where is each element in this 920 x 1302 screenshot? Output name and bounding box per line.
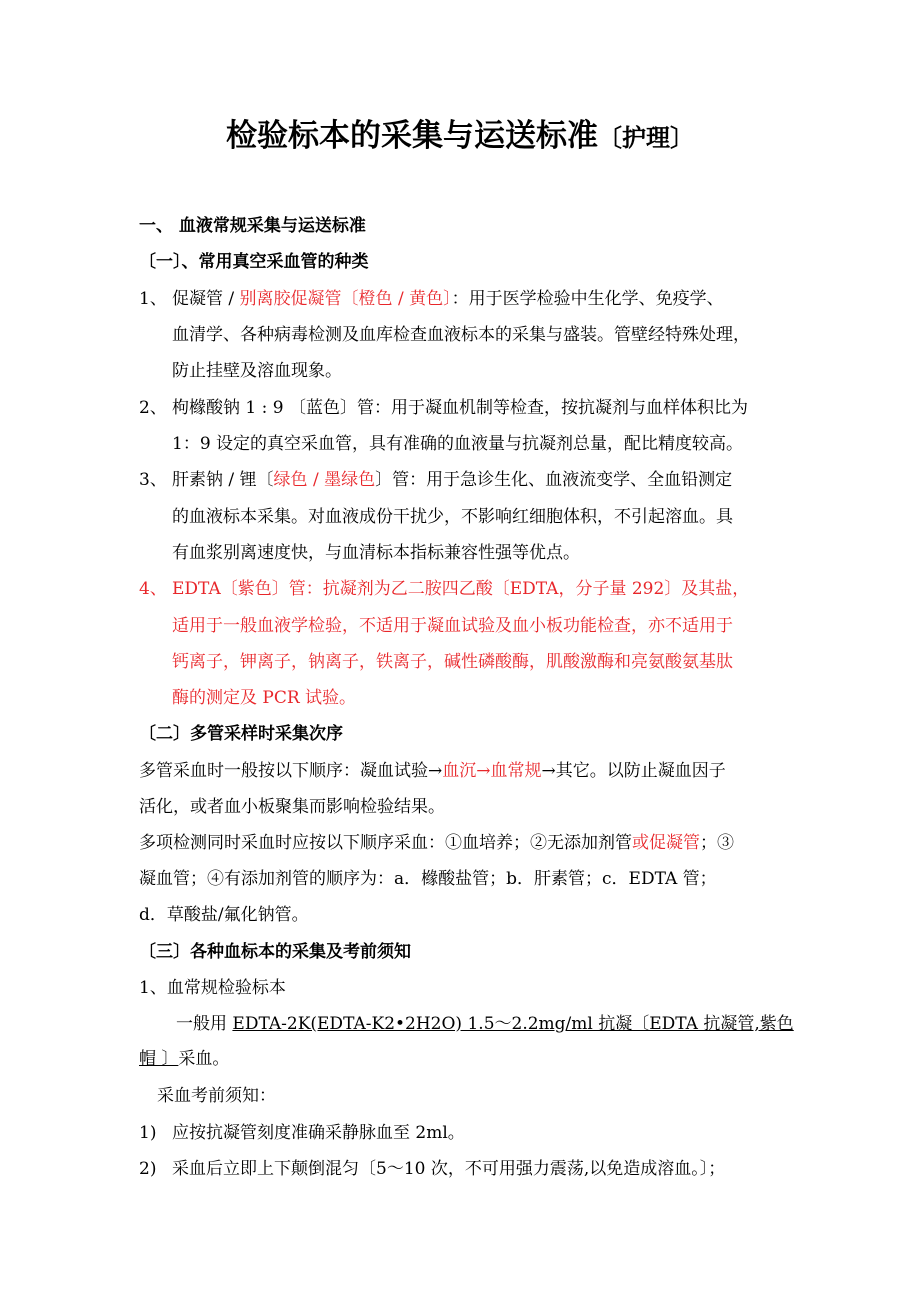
- subsection-heading-2: 〔二〕多管采样时采集次序: [139, 724, 343, 744]
- paragraph-1-text-c: →其它。以防止凝血因子: [541, 761, 726, 781]
- blood-routine-line-1: [176, 1012, 794, 1036]
- item-1-text-a: 促凝管 /: [172, 289, 240, 309]
- item-2-number: 2、: [139, 398, 167, 418]
- document-title: [0, 112, 920, 162]
- title-suffix: 〔护理〕: [598, 123, 694, 152]
- item-3-text-red: 绿色 / 墨绿色: [273, 470, 376, 490]
- item-3-text-c: 〕管：用于急诊生化、血液流变学、全血铅测定: [375, 470, 733, 490]
- section-heading-1: 一、 血液常规采集与运送标准: [139, 216, 366, 236]
- item-3-text-a: 肝素钠 / 锂〔: [172, 470, 274, 490]
- item-3-line-1: [172, 468, 784, 492]
- item-1-text-red: 别离胶促凝管〔橙色 / 黄色〕: [239, 289, 452, 309]
- paragraph-1-line-1: [139, 759, 784, 783]
- item-4-line-2: 适用于一般血液学检验，不适用于凝血试验及血小板功能检查，亦不适用于: [172, 616, 733, 636]
- item-1-line-1: [172, 287, 784, 311]
- note-1-number: 1): [139, 1123, 157, 1143]
- paragraph-2-text-c: ；③: [700, 833, 734, 853]
- item-3-number: 3、: [139, 470, 167, 490]
- item-2-line-2: 1：9 设定的真空采血管，具有准确的血液量与抗凝剂总量，配比精度较高。: [172, 434, 744, 454]
- blood-routine-line-2: [139, 1047, 784, 1071]
- paragraph-1-text-red: 血沉→血常规: [442, 761, 542, 781]
- note-1-text: 应按抗凝管刻度准确采静脉血至 2ml。: [172, 1123, 465, 1143]
- item-4-line-1: EDTA〔紫色〕管：抗凝剂为乙二胺四乙酸〔EDTA，分子量 292〕及其盐，: [172, 579, 750, 599]
- blood-routine-text-d: 采血。: [178, 1049, 230, 1069]
- item-3-line-2: 的血液标本采集。对血液成份干扰少，不影响红细胞体积，不引起溶血。具: [172, 507, 733, 527]
- item-4-line-3: 钙离子，钾离子，钠离子，铁离子，碱性磷酸酶，肌酸激酶和亮氨酸氨基肽: [172, 652, 733, 672]
- blood-routine-text-a: 一般用: [176, 1014, 233, 1034]
- blood-routine-text-underlined: EDTA-2K(EDTA-K2•2H2O) 1.5～2.2mg/ml 抗凝〔EDTA 抗凝管,紫色: [232, 1014, 794, 1034]
- note-2-number: 2): [139, 1159, 157, 1179]
- blood-routine-heading: 1、血常规检验标本: [139, 978, 286, 998]
- paragraph-2-text-a: 多项检测同时采血时应按以下顺序采血：①血培养；②无添加剂管: [139, 833, 632, 853]
- note-2-text: 采血后立即上下颠倒混匀〔5～10 次，不可用强力震荡,以免造成溶血。〕；: [172, 1159, 726, 1179]
- blood-routine-text-cap: 帽 〕: [139, 1049, 179, 1069]
- paragraph-2-line-2: 凝血管；④有添加剂管的顺序为：a．橼酸盐管；b．肝素管；c．EDTA 管；: [139, 869, 717, 889]
- item-4-line-4: 酶的测定及 PCR 试验。: [172, 688, 357, 708]
- paragraph-1-text-a: 多管采血时一般按以下顺序：凝血试验→: [139, 761, 443, 781]
- precautions-heading: 采血考前须知：: [157, 1086, 276, 1106]
- item-1-line-2: 血清学、各种病毒检测及血库检查血液标本的采集与盛装。管壁经特殊处理，: [172, 325, 750, 345]
- paragraph-2-line-3: d．草酸盐/氟化钠管。: [139, 905, 309, 925]
- title-main: 检验标本的采集与运送标准: [226, 118, 598, 154]
- subsection-heading-3: 〔三〕各种血标本的采集及考前须知: [139, 942, 411, 962]
- paragraph-2-text-red: 或促凝管: [632, 833, 700, 853]
- item-4-number: 4、: [139, 579, 167, 599]
- item-1-text-c: ：用于医学检验中生化学、免疫学、: [451, 289, 724, 309]
- item-2-line-1: 枸橼酸钠 1 : 9 〔蓝色〕管：用于凝血机制等检查，按抗凝剂与血样体积比为: [172, 398, 748, 418]
- item-1-line-3: 防止挂壁及溶血现象。: [172, 361, 342, 381]
- item-1-number: 1、: [139, 289, 167, 309]
- subsection-heading-1: 〔一〕、常用真空采血管的种类: [139, 252, 369, 272]
- item-3-line-3: 有血浆别离速度快，与血清标本指标兼容性强等优点。: [172, 543, 580, 563]
- paragraph-2-line-1: [139, 831, 784, 855]
- paragraph-1-line-2: 活化，或者血小板聚集而影响检验结果。: [139, 797, 445, 817]
